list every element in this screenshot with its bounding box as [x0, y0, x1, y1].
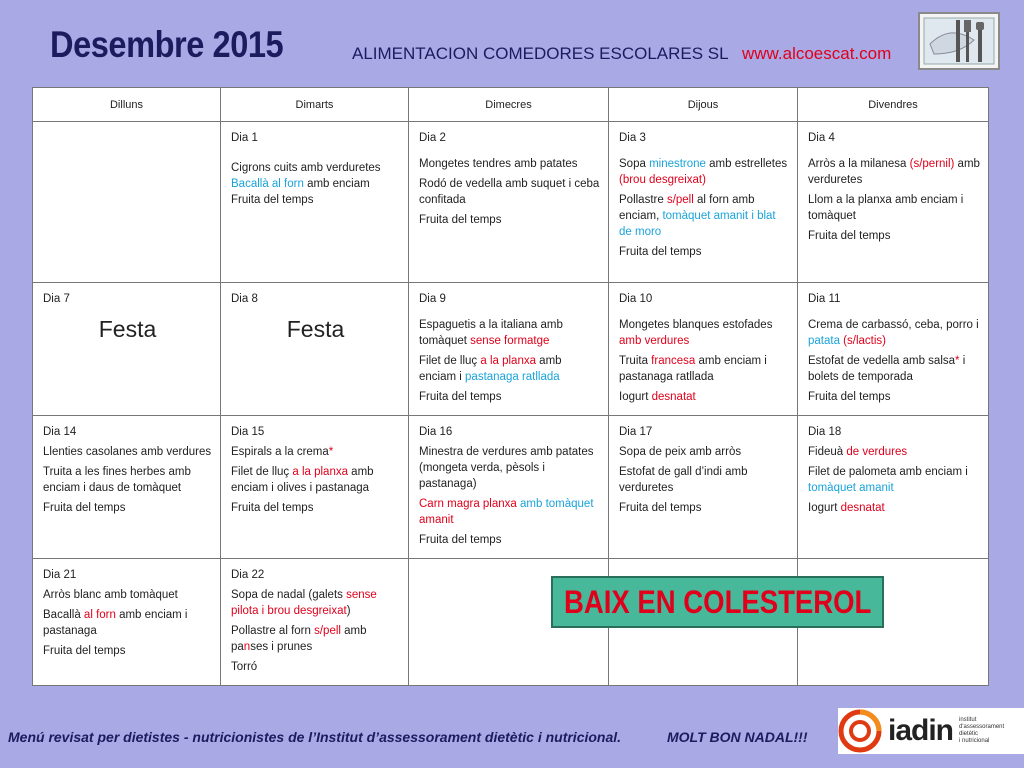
- day-cell: [221, 559, 409, 686]
- dish-text-segment: Fruita del temps: [231, 502, 314, 514]
- day-cell: [798, 283, 989, 416]
- menu-dish: [619, 464, 789, 496]
- menu-dish: [808, 500, 980, 516]
- day-cell: [798, 122, 989, 283]
- dish-text-segment: francesa: [651, 355, 696, 367]
- dish-text-segment: (s/pernil): [909, 158, 955, 170]
- dish-text-segment: desnatat: [840, 502, 885, 514]
- menu-dish: [43, 607, 212, 639]
- dish-text-segment: Iogurt: [808, 502, 841, 514]
- menu-dish: [419, 353, 600, 385]
- menu-dish: [419, 532, 600, 548]
- dish-text-segment: (s/lactis): [839, 335, 886, 347]
- day-cell: [221, 416, 409, 559]
- low-cholesterol-stamp: [551, 576, 884, 628]
- dish-text-segment: Espaguetis a la italiana amb tomàquet: [419, 319, 563, 347]
- iadin-logo: [838, 708, 1024, 754]
- dish-text-segment: ): [346, 605, 351, 617]
- menu-dish: [43, 444, 212, 460]
- dish-text-segment: amb enciam i olives i pastanaga: [231, 466, 374, 494]
- menu-dish: [43, 587, 212, 603]
- dish-text-segment: Fideuà: [808, 446, 847, 458]
- menu-dish: [619, 353, 789, 385]
- company-name: ALIMENTACION COMEDORES ESCOLARES SL: [352, 44, 729, 63]
- weekday-header-dimecres: Dimecres: [409, 88, 609, 122]
- website-link[interactable]: www.alcoescat.com: [742, 44, 892, 63]
- footer-greeting: MOLT BON NADAL!!!: [667, 729, 808, 745]
- dish-text-segment: sense formatge: [470, 335, 550, 347]
- day-number-label: Dia 3: [619, 132, 646, 144]
- holiday-label: Festa: [286, 316, 345, 342]
- menu-dish: [419, 156, 600, 172]
- menu-dish: [43, 643, 212, 659]
- day-cell: [609, 416, 798, 559]
- dish-text-segment: Mongetes blanques estofades: [619, 319, 773, 331]
- dish-text-segment: Torró: [231, 661, 258, 673]
- holiday-label: Festa: [98, 316, 157, 342]
- dish-text-segment: al forn: [83, 609, 116, 621]
- dish-text-segment: a la planxa: [480, 355, 536, 367]
- day-cell: [409, 122, 609, 283]
- dish-text-segment: ses i prunes: [250, 641, 313, 653]
- day-cell: [33, 416, 221, 559]
- menu-dish: [808, 464, 980, 496]
- dish-text-segment: amb enciam i pastanaga ratllada: [619, 355, 767, 383]
- weekday-header-dilluns: Dilluns: [33, 88, 221, 122]
- day-cell: [33, 283, 221, 416]
- footer-note: Menú revisat per dietistes - nutricionistes de l’Institut d’assessorament dietètic i nutricional.: [8, 729, 622, 745]
- menu-dish: [231, 587, 400, 619]
- day-number-label: Dia 8: [231, 293, 258, 305]
- dish-text-segment: Filet de lluç: [231, 466, 293, 478]
- menu-dish: [808, 389, 980, 405]
- week-row: [33, 283, 989, 416]
- dish-text-segment: pastanaga ratllada: [465, 371, 560, 383]
- stamp-text: BAIX EN COLESTEROL: [563, 583, 872, 620]
- day-cell: [33, 122, 221, 283]
- menu-dish: [419, 496, 600, 528]
- menu-dish: [808, 156, 980, 188]
- day-number-label: Dia 10: [619, 293, 653, 305]
- menu-dish: [619, 156, 789, 188]
- menu-dish: [419, 176, 600, 208]
- menu-dish: [419, 317, 600, 349]
- dish-text-segment: amb verdures: [619, 335, 690, 347]
- dish-text-segment: amb pa: [231, 625, 367, 653]
- weekday-header-row: [33, 88, 989, 122]
- iadin-circle-icon: [838, 709, 882, 753]
- dish-text-segment: minestrone: [649, 158, 706, 170]
- dish-text-segment: Bacallà al forn: [231, 178, 304, 190]
- menu-dish: [231, 160, 400, 176]
- menu-dish: [419, 212, 600, 228]
- dish-text-segment: *: [328, 446, 334, 458]
- dish-text-segment: amb enciam i pastanaga: [43, 609, 188, 637]
- dish-text-segment: Fruita del temps: [43, 645, 126, 657]
- day-cell: [798, 416, 989, 559]
- cutlery-logo: [918, 12, 1000, 70]
- dish-text-segment: sense pilota i brou desgreixat: [231, 589, 377, 617]
- day-number-label: Dia 16: [419, 426, 453, 438]
- dish-text-segment: Filet de lluç: [419, 355, 481, 367]
- dish-text-segment: Fruita del temps: [619, 502, 702, 514]
- weekday-header-dimarts: Dimarts: [221, 88, 409, 122]
- iadin-wordmark: iadin: [888, 714, 954, 747]
- dish-text-segment: Arròs blanc amb tomàquet: [43, 589, 178, 601]
- dish-text-segment: s/pell: [314, 625, 341, 637]
- day-cell: [221, 283, 409, 416]
- dish-text-segment: Fruita del temps: [231, 194, 314, 206]
- dish-text-segment: Pollastre al forn: [231, 625, 315, 637]
- dish-text-segment: (brou desgreixat): [619, 174, 706, 186]
- day-number-label: Dia 9: [419, 293, 446, 305]
- dish-text-segment: Arròs a la milanesa: [808, 158, 910, 170]
- page-title: Desembre 2015: [50, 24, 284, 65]
- day-number-label: Dia 18: [808, 426, 842, 438]
- day-number-label: Dia 22: [231, 569, 265, 581]
- week-row: [33, 122, 989, 283]
- menu-dish: [808, 353, 980, 385]
- menu-dish: [808, 192, 980, 224]
- menu-dish: [808, 228, 980, 244]
- dish-text-segment: Sopa de peix amb arròs: [619, 446, 742, 458]
- day-number-label: Dia 21: [43, 569, 77, 581]
- dish-text-segment: Cigrons cuits amb verduretes: [231, 162, 381, 174]
- dish-text-segment: Estofat de gall d’indi amb verduretes: [619, 466, 748, 494]
- dish-text-segment: Fruita del temps: [808, 230, 891, 242]
- day-cell: [409, 283, 609, 416]
- dish-text-segment: Espirals a la crema: [231, 446, 329, 458]
- dish-text-segment: i bolets de temporada: [808, 355, 966, 383]
- dish-text-segment: amb verduretes: [808, 158, 980, 186]
- menu-dish: [808, 444, 980, 460]
- menu-dish: [231, 444, 400, 460]
- menu-dish: [419, 389, 600, 405]
- day-number-label: Dia 14: [43, 426, 77, 438]
- menu-dish: [619, 317, 789, 349]
- dish-text-segment: Sopa de nadal (galets: [231, 589, 347, 601]
- dish-text-segment: patata: [808, 335, 840, 347]
- dish-text-segment: *: [955, 355, 960, 367]
- menu-dish: [231, 464, 400, 496]
- dish-text-segment: tomàquet amanit: [808, 482, 894, 494]
- day-number-label: Dia 15: [231, 426, 265, 438]
- dish-text-segment: Mongetes tendres amb patates: [419, 158, 578, 170]
- day-cell: [609, 122, 798, 283]
- menu-dish: [231, 623, 400, 655]
- dish-text-segment: Bacallà: [43, 609, 84, 621]
- week-row: [33, 416, 989, 559]
- dish-text-segment: Crema de carbassó, ceba, porro i: [808, 319, 979, 331]
- menu-dish: [419, 444, 600, 492]
- dish-text-segment: Llom a la planxa amb enciam i tomàquet: [808, 194, 964, 222]
- day-number-label: Dia 2: [419, 132, 446, 144]
- dish-text-segment: Filet de palometa amb enciam i: [808, 466, 968, 478]
- dish-text-segment: Fruita del temps: [419, 534, 502, 546]
- dish-text-segment: Llenties casolanes amb verdures: [43, 446, 212, 458]
- dish-text-segment: n: [243, 641, 251, 653]
- day-number-label: Dia 1: [231, 132, 258, 144]
- menu-dish: [619, 500, 789, 516]
- dish-text-segment: Sopa: [619, 158, 650, 170]
- dish-text-segment: amb enciam i: [419, 355, 562, 383]
- dish-text-segment: amb tomàquet: [516, 498, 594, 510]
- day-number-label: Dia 4: [808, 132, 835, 144]
- menu-dish: [231, 176, 400, 192]
- dish-text-segment: de verdures: [846, 446, 908, 458]
- dish-text-segment: s/pell: [666, 194, 694, 206]
- dish-text-segment: Iogurt: [619, 391, 652, 403]
- dish-text-segment: Fruita del temps: [619, 246, 702, 258]
- dish-text-segment: a la planxa: [292, 466, 348, 478]
- dish-text-segment: Estofat de vedella amb salsa: [808, 355, 956, 367]
- dish-text-segment: Fruita del temps: [419, 391, 502, 403]
- day-number-label: Dia 7: [43, 293, 70, 305]
- day-cell: [409, 416, 609, 559]
- day-cell: [609, 283, 798, 416]
- menu-dish: [619, 192, 789, 240]
- menu-dish: [619, 444, 789, 460]
- day-number-label: Dia 17: [619, 426, 653, 438]
- menu-dish: [43, 464, 212, 496]
- menu-dish: [231, 659, 400, 675]
- weekday-header-dijous: Dijous: [609, 88, 798, 122]
- dish-text-segment: Fruita del temps: [43, 502, 126, 514]
- dish-text-segment: Fruita del temps: [808, 391, 891, 403]
- dish-text-segment: Carn magra planxa: [419, 498, 517, 510]
- day-cell: [33, 559, 221, 686]
- day-cell: [221, 122, 409, 283]
- day-number-label: Dia 11: [808, 293, 841, 305]
- menu-dish: [619, 389, 789, 405]
- dish-text-segment: Fruita del temps: [419, 214, 502, 226]
- cutlery-icon: [920, 14, 998, 68]
- dish-text-segment: Rodó de vedella amb suquet i ceba confitada: [419, 178, 600, 206]
- dish-text-segment: amb enciam: [303, 178, 370, 190]
- dish-text-segment: Pollastre: [619, 194, 667, 206]
- menu-dish: [231, 500, 400, 516]
- dish-text-segment: desnatat: [651, 391, 696, 403]
- menu-dish: [619, 244, 789, 260]
- dish-text-segment: amb estrelletes: [705, 158, 788, 170]
- dish-text-segment: Truita: [619, 355, 652, 367]
- dish-text-segment: al forn amb enciam,: [619, 194, 755, 222]
- dish-text-segment: Truita a les fines herbes amb enciam i daus de tomàquet: [43, 466, 191, 494]
- weekday-header-divendres: Divendres: [798, 88, 989, 122]
- dish-text-segment: amanit: [419, 514, 454, 526]
- menu-dish: [808, 317, 980, 349]
- dish-text-segment: Minestra de verdures amb patates (mongeta verda, pèsols i pastanaga): [419, 446, 594, 490]
- iadin-subtitle: institut d'assessorament dietètic i nutricional: [959, 717, 1005, 744]
- menu-dish: [43, 500, 212, 516]
- menu-dish: [231, 192, 400, 208]
- dish-text-segment: tomàquet amanit i blat de moro: [619, 210, 776, 238]
